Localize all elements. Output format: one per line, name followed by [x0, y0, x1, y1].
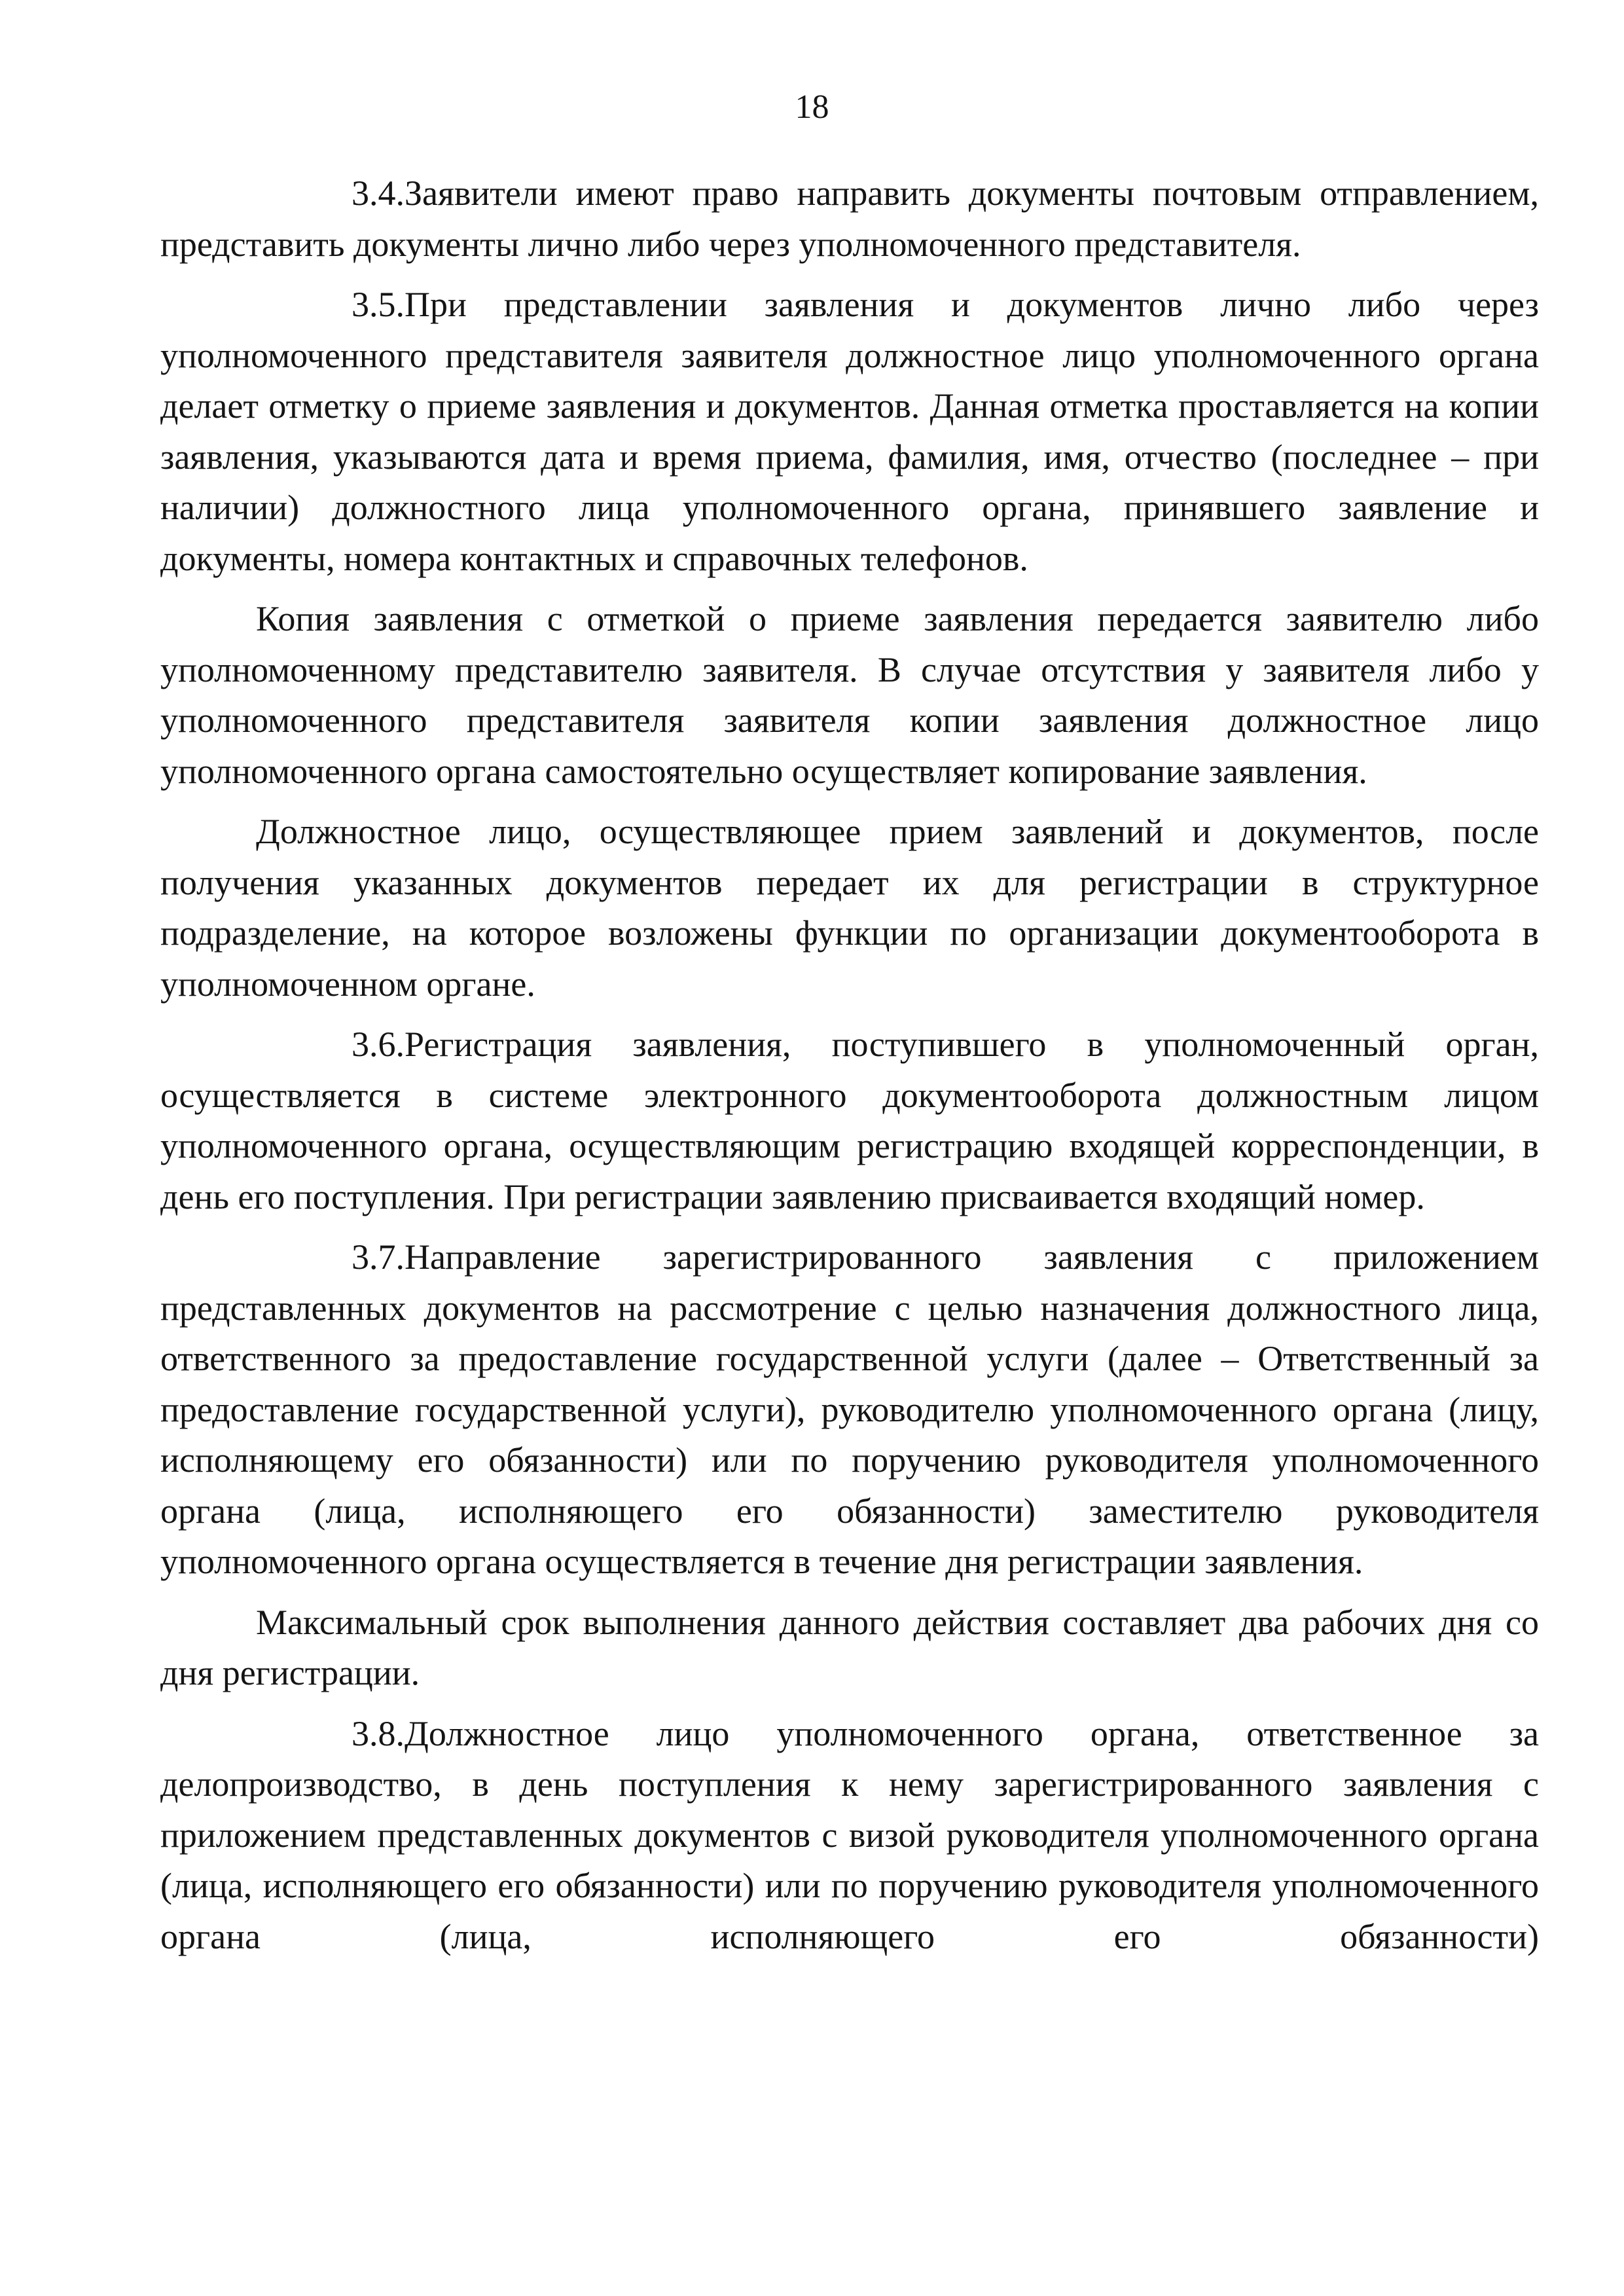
paragraph-text: Направление зарегистрированного заявления с приложением представленных документов на рассмотрение с целью назначения должностного лица, ответственного за предоставление государственной услуги (далее – Ответственный за предоставление государственной услуги), руководителю уполномоченного органа (лицу, исполняющему его обязанности) или по поручению руководителя уполномоченного органа (лица, исполняющего его обязанности) заместителю руководителя уполномоченного органа осуществляется в течение дня регистрации заявления.: [160, 1237, 1539, 1581]
paragraph-3-5-registration: [160, 807, 1539, 1010]
paragraph-number: 3.5.: [352, 285, 405, 324]
paragraph-text: Заявители имеют право направить документы почтовым отправлением, представить документы лично либо через уполномоченного представителя.: [160, 173, 1539, 264]
paragraph-3-7-deadline: [160, 1597, 1539, 1699]
paragraph-3-6: [160, 1019, 1539, 1222]
paragraph-3-5: [160, 280, 1539, 584]
page-number: 18: [795, 88, 829, 126]
paragraph-text: Должностное лицо, осуществляющее прием заявлений и документов, после получения указанных документов передает их для регистрации в структурное подразделение, на которое возложены функции по организации документооборота в уполномоченном органе.: [160, 812, 1539, 1004]
paragraph-number: 3.7.: [352, 1237, 405, 1277]
paragraph-text: Копия заявления с отметкой о приеме заявления передается заявителю либо уполномоченному представителю заявителя. В случае отсутствия у заявителя либо у уполномоченного представителя заявителя копии заявления должностное лицо уполномоченного органа самостоятельно осуществляет копирование заявления.: [160, 599, 1539, 791]
document-body: [160, 168, 1539, 1962]
paragraph-3-5-copy: [160, 594, 1539, 797]
paragraph-3-7: [160, 1232, 1539, 1588]
paragraph-number: 3.4.: [352, 173, 405, 213]
paragraph-3-8: [160, 1709, 1539, 1963]
paragraph-text: Регистрация заявления, поступившего в уполномоченный орган, осуществляется в системе электронного документооборота должностным лицом уполномоченного органа, осуществляющим регистрацию входящей корреспонденции, в день его поступления. При регистрации заявлению присваивается входящий номер.: [160, 1025, 1539, 1216]
paragraph-text: При представлении заявления и документов лично либо через уполномоченного представителя заявителя должностное лицо уполномоченного органа делает отметку о приеме заявления и документов. Данная отметка проставляется на копии заявления, указываются дата и время приема, фамилия, имя, отчество (последнее – при наличии) должностного лица уполномоченного органа, принявшего заявление и документы, номера контактных и справочных телефонов.: [160, 285, 1539, 578]
paragraph-text: Максимальный срок выполнения данного действия составляет два рабочих дня со дня регистрации.: [160, 1602, 1539, 1692]
paragraph-number: 3.8.: [352, 1713, 405, 1753]
paragraph-number: 3.6.: [352, 1025, 405, 1064]
paragraph-text: Должностное лицо уполномоченного органа, ответственное за делопроизводство, в день поступления к нему зарегистрированного заявления с приложением представленных документов с визой руководителя уполномоченного органа (лица, исполняющего его обязанности) или по поручению руководителя уполномоченного органа (лица, исполняющего его обязанности): [160, 1713, 1539, 1956]
paragraph-3-4: [160, 168, 1539, 270]
